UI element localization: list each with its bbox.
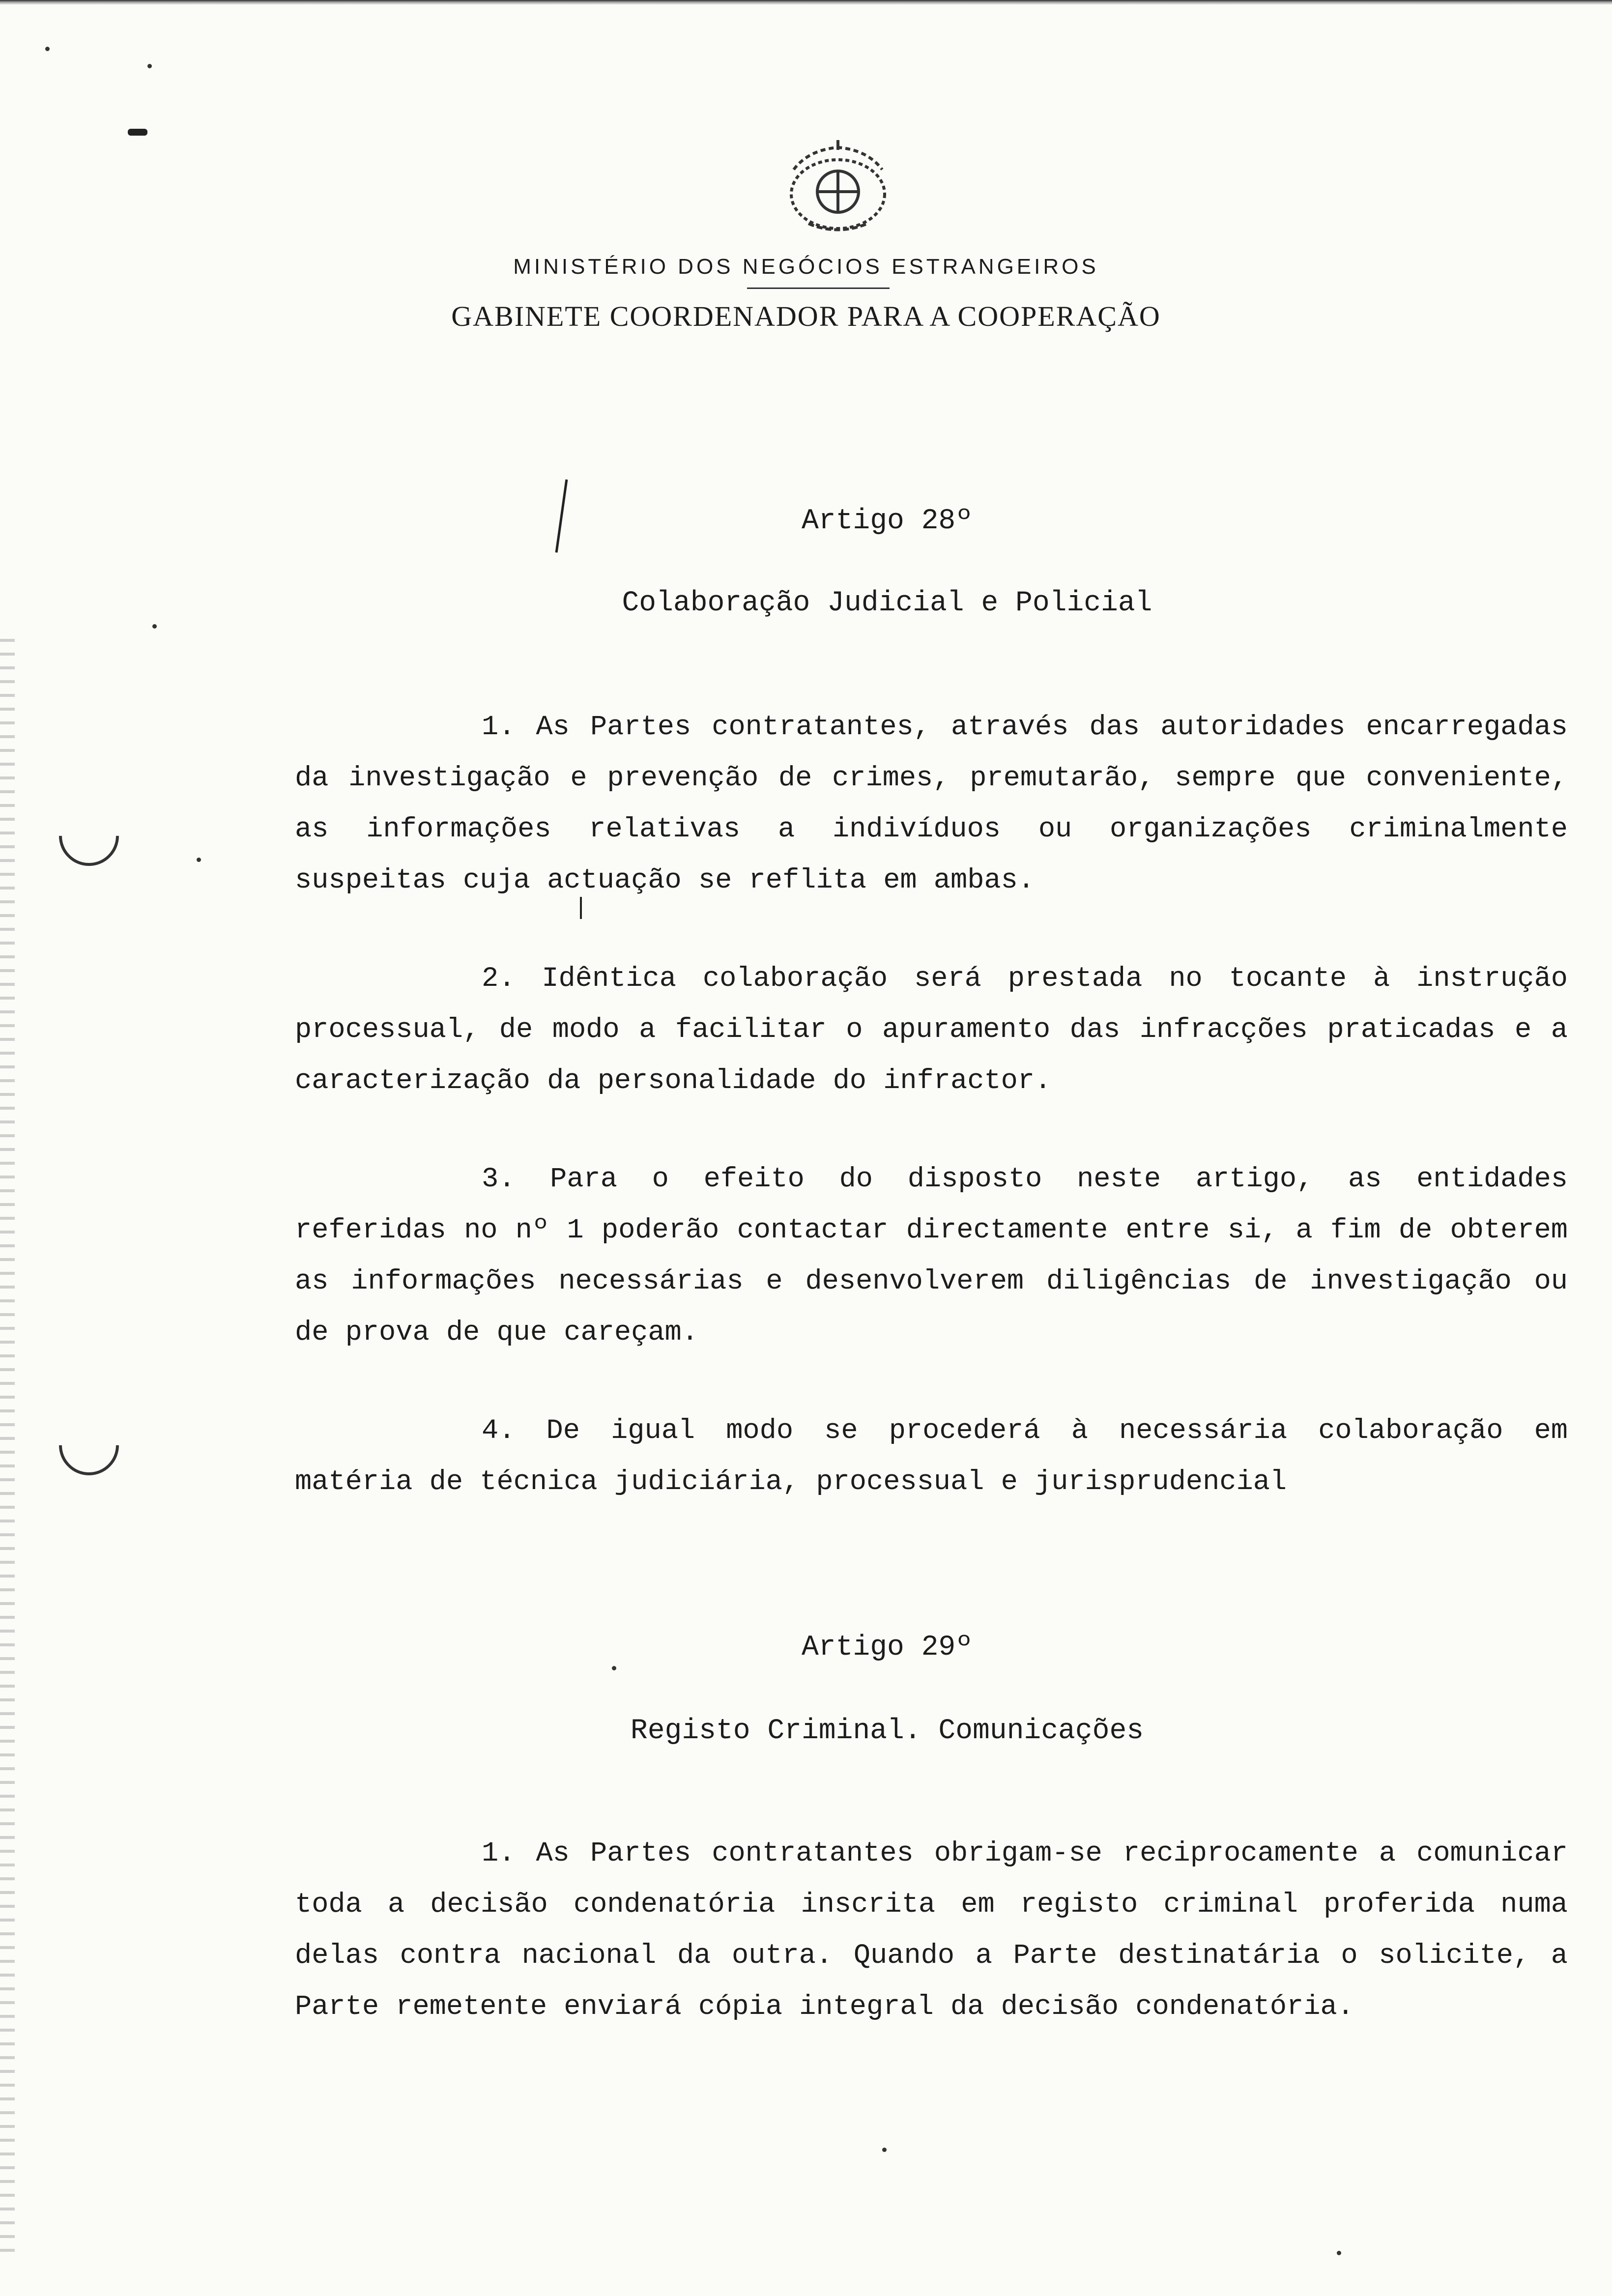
speck bbox=[45, 47, 50, 51]
article-29-paragraph-1: 1. As Partes contratantes obrigam-se reciprocamente a comunicar toda a decisão condenatória inscrita em registo criminal proferida numa delas contra nacional da outra. Quando a Parte destinatária o solicite, a Parte remetente enviará cópia integral da decisão condenatória. bbox=[295, 1838, 1568, 2023]
punch-hole-lower bbox=[47, 1403, 132, 1488]
letterhead-rule bbox=[747, 287, 890, 289]
article-28-title: Artigo 28º bbox=[801, 505, 973, 537]
cabinet-name: GABINETE COORDENADOR PARA A COOPERAÇÃO bbox=[451, 300, 1161, 332]
article-28-paragraph-1: 1. As Partes contratantes, através das autoridades encarregadas da investigação e prevenção de crimes, premutarão, sempre que conveniente, as informações relativas a indivíduos ou organizações criminalmente suspeitas cuja actuação se reflita em ambas. bbox=[295, 712, 1568, 896]
speck bbox=[882, 2148, 887, 2152]
article-28-paragraph-4: 4. De igual modo se procederá à necessária colaboração em matéria de técnica judiciária, processual e jurisprudencial bbox=[295, 1415, 1568, 1498]
punch-hole-upper bbox=[47, 794, 132, 879]
page-top-edge bbox=[0, 0, 1612, 5]
article-29-subtitle: Registo Criminal. Comunicações bbox=[630, 1715, 1144, 1747]
coat-of-arms-seal bbox=[764, 140, 912, 238]
binder-margin-marks bbox=[0, 639, 15, 2261]
speck bbox=[152, 624, 157, 629]
article-28-paragraph-3: 3. Para o efeito do disposto neste artigo, as entidades referidas no nº 1 poderão contactar directamente entre si, a fim de obterem as informações necessárias e desenvolverem diligências de investigação ou de prova de que careçam. bbox=[295, 1164, 1568, 1349]
ministry-name: MINISTÉRIO DOS NEGÓCIOS ESTRANGEIROS bbox=[513, 255, 1099, 279]
speck bbox=[197, 858, 201, 862]
speck bbox=[147, 64, 152, 68]
speck bbox=[612, 1666, 616, 1670]
speck bbox=[1337, 2251, 1341, 2255]
article-29-title: Artigo 29º bbox=[801, 1632, 973, 1664]
corner-marks bbox=[128, 129, 147, 136]
article-28-subtitle: Colaboração Judicial e Policial bbox=[622, 587, 1152, 619]
article-28-paragraph-2: 2. Idêntica colaboração será prestada no tocante à instrução processual, de modo a facilitar o apuramento das infracções praticadas e a caracterização da personalidade do infractor. bbox=[295, 963, 1568, 1097]
